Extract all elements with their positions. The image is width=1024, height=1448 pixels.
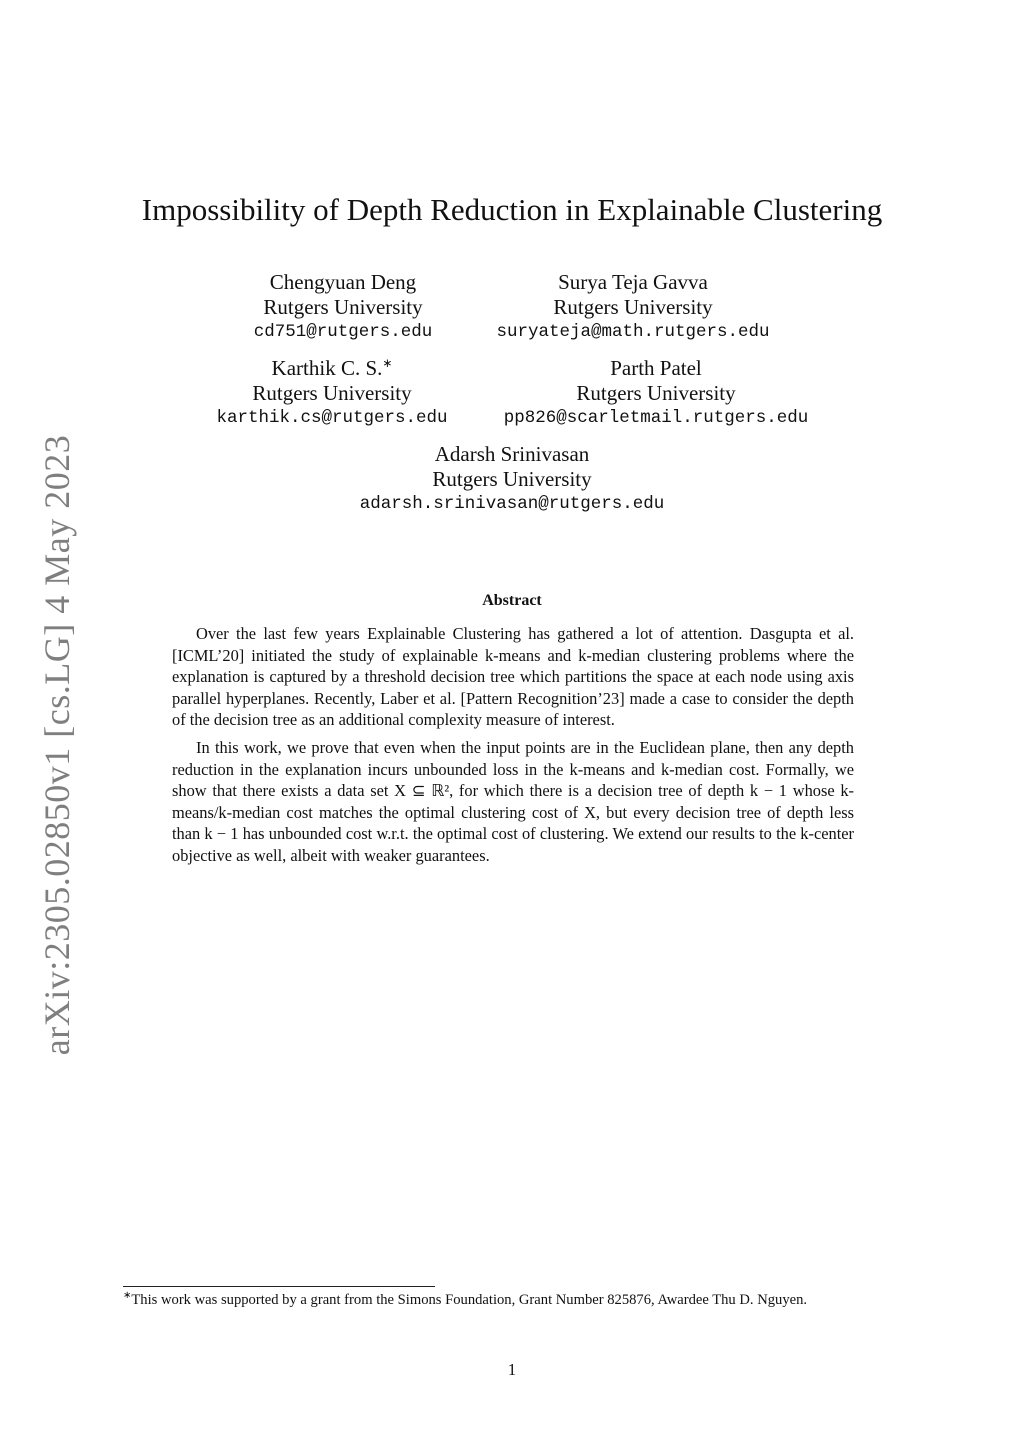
abstract-paragraph-1: Over the last few years Explainable Clustering has gathered a lot of attention. Dasgupta et al. [ICML’20] initiated the study of explainable k-means and k-median clustering problems where the explanation is captured by a threshold decision tree which partitions the space at each node using axis parallel hyperplanes. Recently, Laber et al. [Pattern Recognition’23] made a case to consider the depth of the decision tree as an additional complexity measure of interest. [172, 624, 854, 730]
author-block [190, 356, 474, 431]
footnote [123, 1290, 903, 1310]
author-name: Chengyuan Deng [269, 270, 417, 294]
paper-title: Impossibility of Depth Reduction in Explainable Clustering [141, 192, 883, 227]
footnote-divider [123, 1286, 435, 1287]
footnote-mark: ∗ [123, 1290, 132, 1302]
page-number: 1 [507, 1360, 517, 1379]
author-name: Adarsh Srinivasan [434, 442, 590, 466]
author-affiliation: Rutgers University [553, 295, 713, 319]
footnote-marker[interactable]: ∗ [382, 356, 393, 370]
abstract-paragraph-2: In this work, we prove that even when the input points are in the Euclidean plane, then any depth reduction in the explanation incurs unbounded loss in the k-means and k-median cost. Formally, we show that there exists a data set X ⊆ ℝ², for which there is a decision tree of depth k − 1 whose k-means/k-median cost matches the optimal clustering cost of X, but every decision tree of depth less than k − 1 has unbounded cost w.r.t. the optimal cost of clustering. We extend our results to the k-center objective as well, albeit with weaker guarantees. [172, 737, 854, 865]
author-name: Surya Teja Gavva [558, 270, 708, 294]
author-block [478, 356, 834, 431]
author-affiliation: Rutgers University [432, 467, 592, 491]
author-email[interactable]: karthik.cs@rutgers.edu [216, 408, 448, 428]
author-block [480, 270, 786, 345]
author-affiliation: Rutgers University [576, 381, 736, 405]
author-name-line [190, 356, 474, 381]
arxiv-identifier-stamp[interactable]: arXiv:2305.02850v1 [cs.LG] 4 May 2023 [37, 434, 77, 1056]
author-affiliation: Rutgers University [263, 295, 423, 319]
author-email[interactable]: suryateja@math.rutgers.edu [496, 322, 770, 342]
author-block [190, 270, 496, 345]
author-affiliation: Rutgers University [252, 381, 412, 405]
author-email[interactable]: cd751@rutgers.edu [253, 322, 433, 342]
author-block [312, 442, 712, 517]
author-email[interactable]: pp826@scarletmail.rutgers.edu [503, 408, 809, 428]
abstract-heading: Abstract [482, 592, 542, 609]
author-name: Karthik C. S. [271, 356, 383, 380]
author-email[interactable]: adarsh.srinivasan@rutgers.edu [359, 494, 665, 514]
abstract-body [172, 623, 854, 873]
footnote-text: This work was supported by a grant from the Simons Foundation, Grant Number 825876, Awardee Thu D. Nguyen. [131, 1292, 808, 1308]
author-name: Parth Patel [610, 356, 702, 380]
